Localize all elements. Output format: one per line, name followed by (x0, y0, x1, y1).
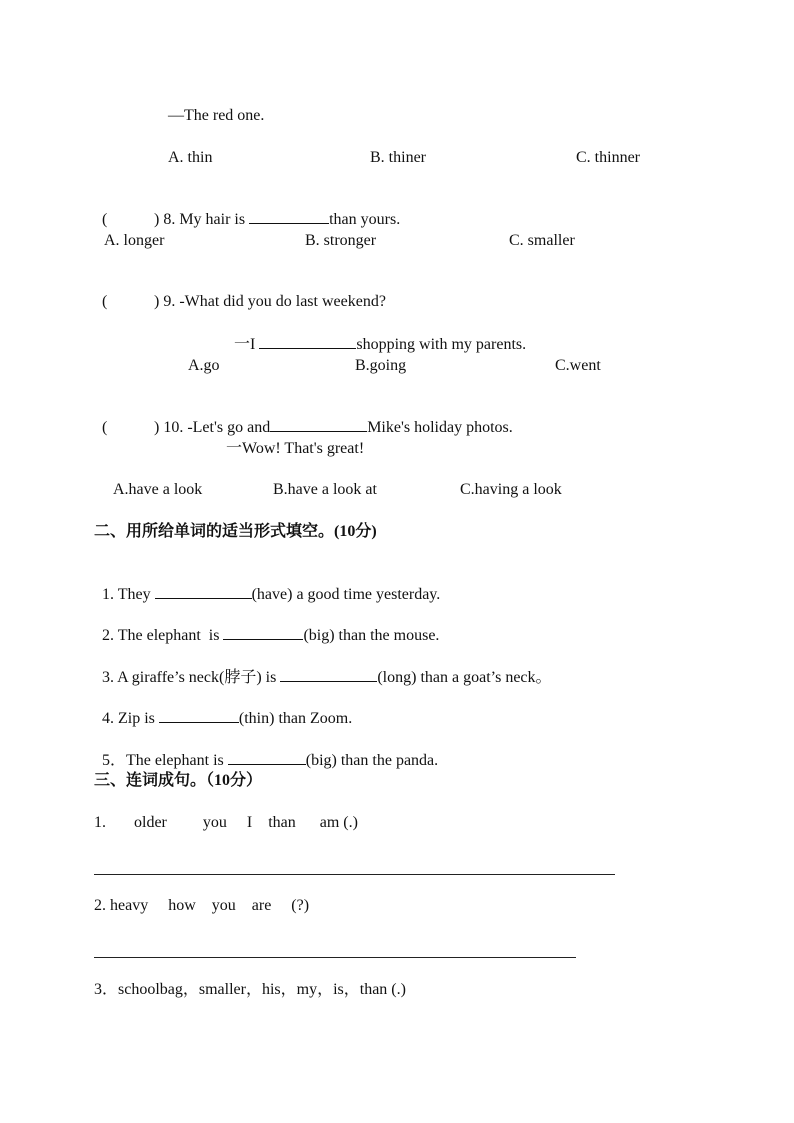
q10-answer-line: 一Wow! That's great! (226, 440, 365, 457)
q9-option-b: B.going (355, 357, 407, 374)
answer-paren-open: ( (102, 211, 108, 228)
q8-answer-blank[interactable] (249, 209, 329, 224)
q10-option-b: B.have a look at (273, 481, 377, 498)
item-answer-blank[interactable] (159, 708, 239, 723)
answer-writing-line-1[interactable] (94, 874, 615, 875)
q10-question (94, 397, 513, 436)
q9-answer-prefix: 一I (234, 336, 260, 353)
section2-item-5 (94, 730, 439, 769)
item-prefix: 5．The elephant is (102, 752, 228, 769)
section2-item-2 (94, 605, 440, 644)
item-suffix: (big) than the mouse. (303, 627, 440, 644)
answer-paren-open: ( (102, 293, 108, 310)
section3-item-3: 3．schoolbag，smaller，his，my，is，than (.) (94, 981, 406, 998)
item-suffix: (have) a good time yesterday. (251, 586, 441, 603)
q10-option-a: A.have a look (113, 481, 203, 498)
section3-item-2: 2. heavy how you are (?) (94, 897, 310, 914)
q9-question (94, 272, 386, 310)
q10-answer-blank[interactable] (270, 417, 367, 432)
q8-option-b: B. stronger (305, 232, 377, 249)
answer-writing-line-2[interactable] (94, 957, 576, 958)
section2-item-1 (94, 564, 441, 603)
q8-option-c: C. smaller (509, 232, 575, 249)
q8-option-a: A. longer (104, 232, 165, 249)
section2-heading: 二、用所给单词的适当形式填空。(10分) (94, 523, 377, 540)
q9-answer-blank[interactable] (259, 334, 356, 349)
section3-heading: 三、连词成句。（10分） (94, 772, 263, 789)
q7-option-a: A. thin (168, 149, 213, 166)
q9-option-a: A.go (188, 357, 220, 374)
q9-answer-suffix: shopping with my parents. (356, 336, 527, 353)
item-prefix: 2. The elephant is (102, 627, 224, 644)
q9-question-text: 9. -What did you do last weekend? (163, 293, 386, 310)
item-answer-blank[interactable] (223, 625, 303, 640)
q8-suffix: than yours. (329, 211, 401, 228)
section2-item-4 (94, 688, 353, 727)
answer-paren-close: ) (154, 293, 160, 310)
q8-question (94, 189, 401, 228)
q10-prefix: 10. -Let's go and (163, 419, 271, 436)
answer-paren-close: ) (154, 211, 160, 228)
section2-item-3 (94, 647, 552, 686)
item-suffix: (thin) than Zoom. (238, 710, 353, 727)
q7-option-b: B. thiner (370, 149, 426, 166)
item-prefix: 1. They (102, 586, 155, 603)
q10-suffix: Mike's holiday photos. (367, 419, 513, 436)
item-suffix: (big) than the panda. (305, 752, 439, 769)
answer-paren-open: ( (102, 419, 108, 436)
q9-answer-line (226, 314, 527, 353)
item-prefix: 4. Zip is (102, 710, 159, 727)
item-answer-blank[interactable] (155, 584, 252, 599)
q10-option-c: C.having a look (460, 481, 562, 498)
q7-answer-line: —The red one. (168, 107, 265, 124)
q8-prefix: 8. My hair is (163, 211, 250, 228)
item-suffix: (long) than a goat’s neck。 (377, 669, 552, 686)
answer-paren-close: ) (154, 419, 160, 436)
q7-option-c: C. thinner (576, 149, 640, 166)
item-answer-blank[interactable] (228, 750, 306, 765)
item-prefix: 3. A giraffe’s neck(脖子) is (102, 669, 281, 686)
item-answer-blank[interactable] (280, 667, 377, 682)
q9-option-c: C.went (555, 357, 601, 374)
section3-item-1: 1. older you I than am (.) (94, 814, 358, 831)
